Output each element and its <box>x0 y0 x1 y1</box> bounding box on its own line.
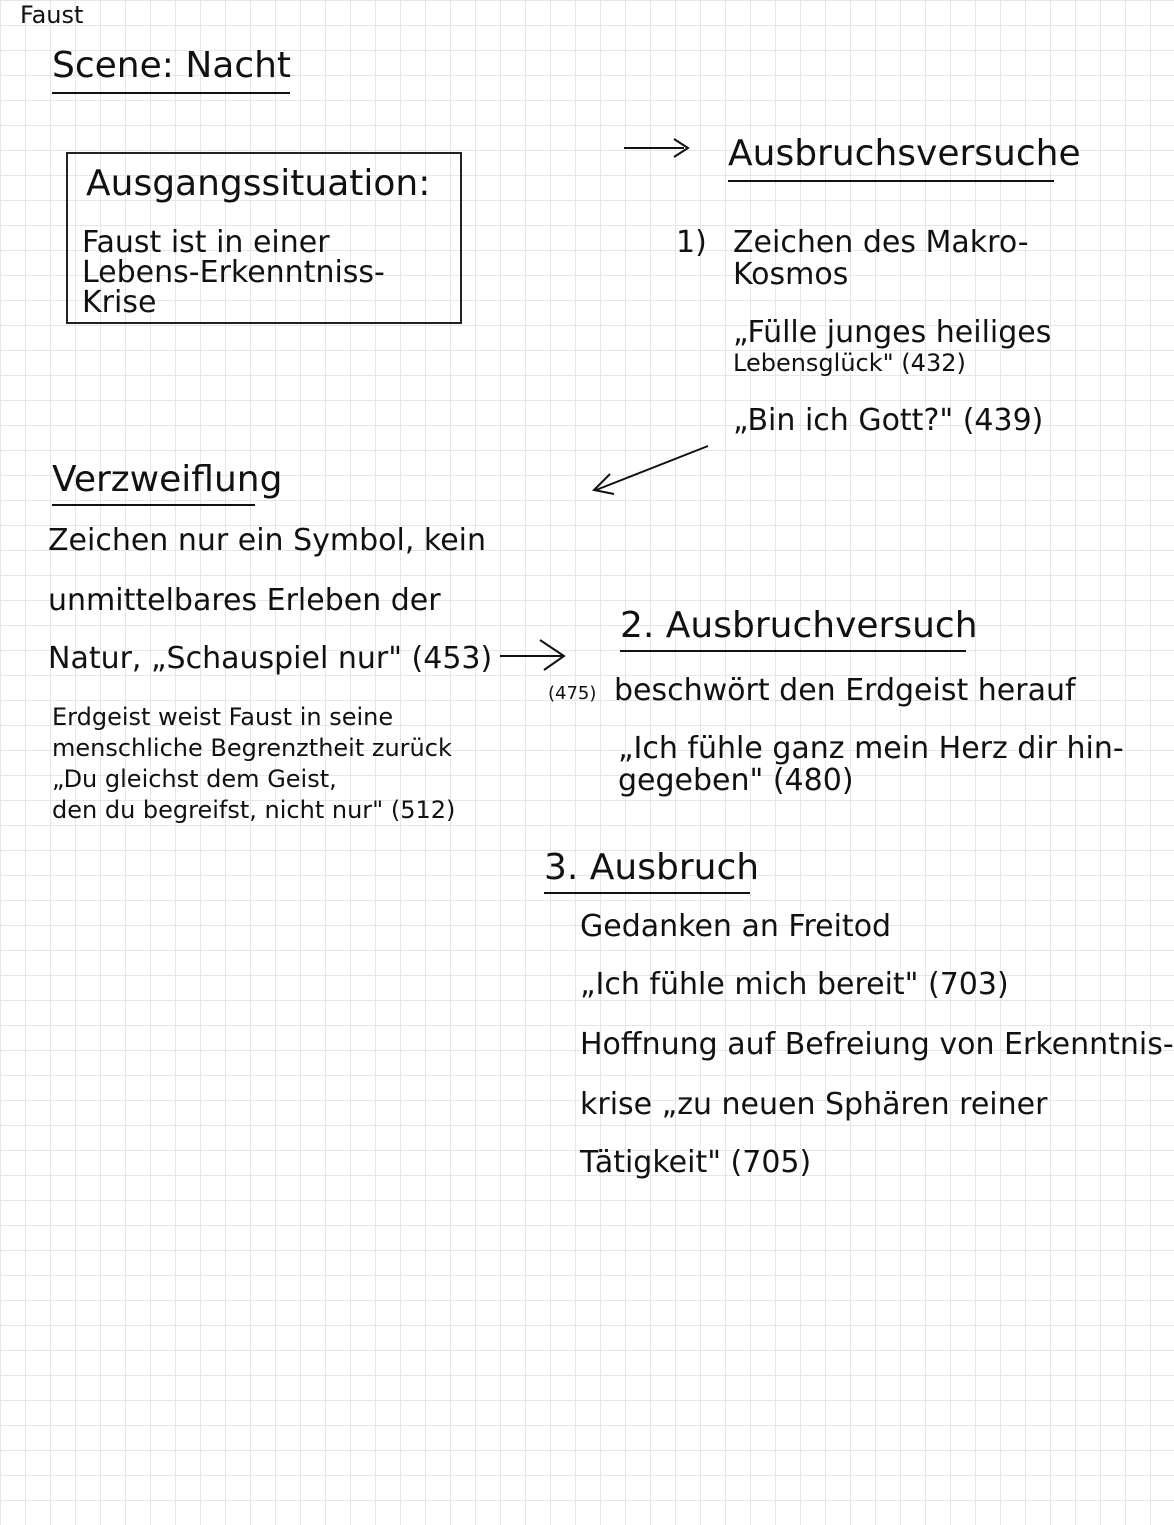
despair-detail: „Du gleichst dem Geist, <box>52 765 337 793</box>
despair-line: Zeichen nur ein Symbol, kein <box>48 523 487 558</box>
despair-line: unmittelbares Erleben der <box>48 583 441 618</box>
attempts-title: Ausbruchsversuche <box>728 134 1054 182</box>
attempt3-line: Tätigkeit" (705) <box>580 1145 812 1180</box>
start-box-line: Krise <box>82 285 157 320</box>
attempt2-line: beschwört den Erdgeist herauf <box>614 673 1076 708</box>
arrow-right-icon <box>496 632 578 672</box>
attempt2-quote: gegeben" (480) <box>618 763 854 798</box>
attempt1-quote: „Fülle junges heiliges <box>733 315 1052 350</box>
despair-line: Natur, „Schauspiel nur" (453) <box>48 641 493 676</box>
scene-title: Scene: Nacht <box>52 46 290 94</box>
attempt1-quote: „Bin ich Gott?" (439) <box>733 403 1044 438</box>
attempt3-line: „Ich fühle mich bereit" (703) <box>580 967 1009 1002</box>
start-box-line: Faust ist in einer <box>82 225 330 260</box>
attempt2-ref: (475) <box>548 683 597 704</box>
attempt3-line: krise „zu neuen Sphären reiner <box>580 1087 1048 1122</box>
despair-detail: Erdgeist weist Faust in seine <box>52 703 394 731</box>
attempt3-line: Gedanken an Freitod <box>580 909 892 944</box>
subject-label: Faust <box>20 1 84 29</box>
start-box-line: Lebens-Erkenntniss- <box>82 255 385 290</box>
attempt2-quote: „Ich fühle ganz mein Herz dir hin- <box>618 731 1124 766</box>
despair-detail: menschliche Begrenztheit zurück <box>52 734 452 762</box>
arrow-down-left-icon <box>588 440 712 498</box>
attempt2-title: 2. Ausbruchversuch <box>620 606 966 652</box>
attempt3-line: Hoffnung auf Befreiung von Erkenntnis- <box>580 1027 1174 1062</box>
attempt1-title: Zeichen des Makro- <box>733 225 1029 260</box>
arrow-right-icon <box>620 134 700 162</box>
despair-detail: den du begreifst, nicht nur" (512) <box>52 796 456 824</box>
attempt3-title: 3. Ausbruch <box>544 848 750 894</box>
attempt1-quote: Lebensglück" (432) <box>733 349 966 377</box>
attempt1-title: Kosmos <box>733 257 849 292</box>
start-box-heading: Ausgangssituation: <box>86 163 431 204</box>
despair-heading: Verzweiflung <box>52 460 255 506</box>
attempt1-number: 1) <box>676 225 707 260</box>
